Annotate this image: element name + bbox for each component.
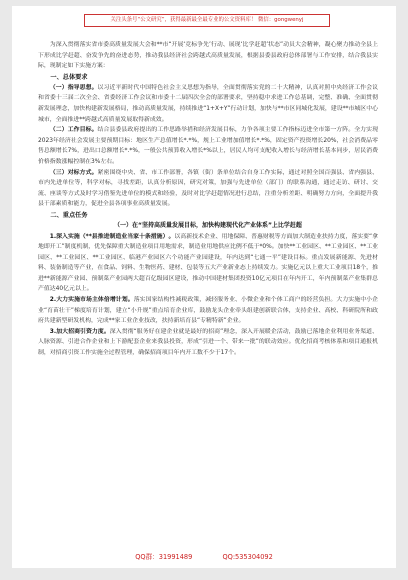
paragraph bbox=[38, 125, 378, 167]
document-page bbox=[12, 6, 396, 568]
paragraph bbox=[38, 168, 378, 210]
paragraph-text: 二、重点任务 bbox=[50, 211, 88, 219]
footer bbox=[12, 551, 396, 561]
section-heading bbox=[38, 72, 378, 83]
paragraph bbox=[38, 232, 378, 296]
paragraph-lead: （三）对标方式。 bbox=[49, 169, 98, 176]
paragraph-lead: 1.深入实施（**县推进制造业当家十条措施）。 bbox=[49, 233, 175, 240]
paragraph-lead: 2.大力实施市场主体倍增计划。 bbox=[49, 297, 134, 304]
footer-qq: QQ:535304092 bbox=[222, 553, 273, 561]
paragraph-text: 紧密围绕中央、省、市工作部署，各镇（街）条单位结合自身工作实际，通过对照全国百强县、省内强县、市内先进单位等，科学对标，寻找差距，认真分析原因，研究对策，加强与先进单位（部门）的联系沟通，通过走访、研讨、交流、座谈等方式及时学习借鉴先进单位的模式和经验，及时对比学赶超情况进行总结，注重分析差距、明确努力方向，全面提升我县干部素质和能力，促进全县各项事业高质量发展。 bbox=[38, 169, 378, 208]
paragraph-text: 以习近平新时代中国特色社会主义思想为指导，全面贯彻落实党的二十大精神，认真对照中央经济工作会议和省委十三届二次全会、省委经济工作会议和市委十二届四次全会的部署要求，坚持稳中求进工作总基调，完整、准确、全面贯彻新发展理念，加快构建新发展格局，推动高质量发展，持续推进“1+X+Y”行动计划，加快与**市区同城化发展，建设**市城区中心城市，全面推进**跨越式高质量发展取得新成效。 bbox=[38, 84, 378, 123]
document-body bbox=[38, 40, 378, 359]
paragraph-text: 为深入贯彻落实省市委高质量发展大会和**市“开展‘竞标争先’行动、展现‘比学赶超’状态”动员大会精神，凝心聚力推动全县上下形成比学赶超、奋发争先的奋进态势，推动我县经济社会跨越式高质量发展，根据县委县政府总体部署与工作安排，结合我县实际，现制定如下实施方案： bbox=[38, 42, 378, 70]
paragraph-text: 深入贯彻“服务好在建企业就是最好的招商”理念，深入开展暖企活动，鼓励已落地企业利用业务渠道、人脉资源、引进合作企业和上下游配套企业来我县投资，形成“引进一个、带来一批”的联动效应。优化招商考核体系和项目通报机制，对招商引资工作实施全过程管理，确保招商项目年内开工数不少于17个。 bbox=[38, 328, 378, 357]
paragraph bbox=[38, 327, 378, 359]
promo-banner: 关注头条号“公文研究”，获得最新最全最专业的公文资料库！ 微信：gongwenyj bbox=[84, 14, 330, 27]
paragraph-text: 一、总体要求 bbox=[50, 73, 88, 81]
paragraph-text: 落实国家结构性减税政策，减轻服务业、小微企业和个体工商户的经营负担。大力实施中小企业“育苗壮干”梯度培育计划，建立“小升规”重点培育企业库，鼓励龙头企业牵头组建创新联合体，支持企业、高校、科研院所和政府共建新型研发机构，完成**家工业企业技改，扶持新培育县“专精特新”企业。 bbox=[38, 297, 379, 325]
paragraph bbox=[38, 40, 378, 72]
paragraph-text: 以高新技术企业、用地保障、普惠财税等方面加大制造业扶持力度，落实要“拿地即开工”制度机制，优先保障重大制造业项目用地需求，制造业用地供应比例不低于*0%。加快**工业园区、**工业园区、**工业园区、**工业园区、**工业园区、临港产业园区六个功能产业园建设，年内达到“七通一平”建设目标。重点发展新能源、先进材料、装备制造等产业，在食品、饲料、生物医药、建材、包装等五大产业新业态上持续发力。实施亿元以上重大工业项目18个，推进**新能源产业园、预制菜产业园两大超百亿级园区建设，推动中国建材集团投资10亿元项目在年内开工，年内预制菜产业集群总产值达40亿元以上。 bbox=[38, 233, 378, 293]
paragraph-text: 结合县委县政府提出的工作思路举措和经济发展目标，力争各项主要工作指标迈进全市第一方阵。全力实现2023年经济社会发展主要预期目标：地区生产总值增长*.*%，规上工业增加值增长*.*%，固定资产投资增长20%，社会消费品零售总额增长7%，进出口总额增长*.*%，一般公共预算收入增长*%以上，居民人均可支配收入增长与经济增长基本同步，居民消费价格指数涨幅控制在3%左右。 bbox=[38, 127, 378, 165]
paragraph bbox=[38, 83, 378, 125]
footer-qq-group: QQ群：31991489 bbox=[135, 553, 193, 561]
paragraph bbox=[38, 295, 378, 327]
section-heading bbox=[38, 221, 378, 232]
paragraph-text: （一）在“坚持高质量发展目标，加快构建现代化产业体系”上比学赶超 bbox=[114, 221, 302, 229]
paragraph-lead: （一）指导思想。 bbox=[49, 84, 98, 91]
paragraph-lead: 3.加大招商引资力度。 bbox=[49, 328, 110, 335]
section-heading bbox=[38, 210, 378, 221]
paragraph-lead: （二）工作目标。 bbox=[49, 127, 98, 134]
